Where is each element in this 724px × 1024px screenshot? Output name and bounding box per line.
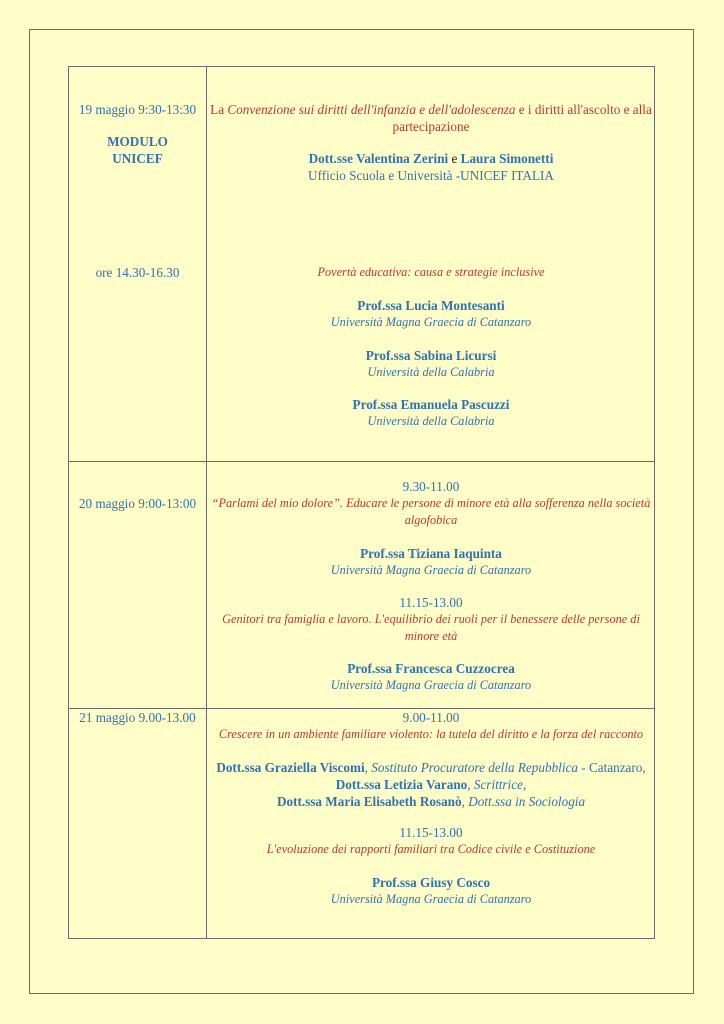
session-time: 11.15-13.00	[399, 595, 463, 610]
day1-date: 19 maggio 9:30-13:30	[78, 102, 197, 117]
session-title-cont: algofobica	[404, 513, 458, 527]
speaker-names: Dott.sse Valentina Zerini e Laura Simonetti	[308, 151, 554, 166]
module-label-line1: MODULO	[107, 134, 168, 149]
speaker-affiliation: Università Magna Graecia di Catanzaro	[330, 315, 532, 329]
session-title: L'evoluzione dei rapporti familiari tra Codice civile e Costituzione	[266, 842, 596, 856]
session-time: 11.15-13.00	[399, 825, 463, 840]
speaker-affiliation: Università Magna Graecia di Catanzaro	[330, 892, 532, 906]
afternoon-time: ore 14.30-16.30	[95, 265, 180, 280]
speaker-line: Dott.ssa Maria Elisabeth Rosanò, Dott.ssa in Sociologia	[276, 794, 586, 809]
program-table	[68, 66, 655, 939]
speaker-name: Prof.ssa Tiziana Iaquinta	[360, 546, 502, 561]
session-title: La Convenzione sui diritti dell'infanzia e dell'adolescenza e i diritti all'ascolto e alla	[210, 102, 652, 117]
session-title: “Parlami del mio dolore”. Educare le persone di minore età alla sofferenza nella società	[211, 496, 651, 510]
module-label-line2: UNICEF	[112, 151, 163, 166]
speaker-line: Dott.ssa Graziella Viscomi, Sostituto Procuratore della Repubblica - Catanzaro,	[216, 760, 646, 775]
speaker-name: Prof.ssa Emanuela Pascuzzi	[352, 397, 510, 412]
speaker-line: Dott.ssa Letizia Varano, Scrittrice,	[335, 777, 527, 792]
day2-date: 20 maggio 9:00-13:00	[78, 496, 197, 511]
session-title-cont: minore età	[404, 629, 458, 643]
session-title: Genitori tra famiglia e lavoro. L'equilibrio dei ruoli per il benessere delle persone di	[222, 612, 640, 626]
session-time: 9.00-11.00	[402, 710, 460, 725]
session-time: 9.30-11.00	[402, 479, 460, 494]
speaker-name: Prof.ssa Lucia Montesanti	[357, 298, 505, 313]
speaker-affiliation: Ufficio Scuola e Università -UNICEF ITALIA	[308, 168, 554, 183]
speaker-name: Prof.ssa Giusy Cosco	[371, 875, 491, 890]
day3-date: 21 maggio 9.00-13.00	[79, 710, 196, 725]
speaker-affiliation: Università della Calabria	[367, 365, 495, 379]
row-divider	[69, 461, 654, 462]
speaker-name: Prof.ssa Sabina Licursi	[365, 348, 497, 363]
speaker-affiliation: Università Magna Graecia di Catanzaro	[330, 563, 532, 577]
session-title: Crescere in un ambiente familiare violento: la tutela del diritto e la forza del racconto	[218, 727, 644, 741]
speaker-affiliation: Università della Calabria	[367, 414, 495, 428]
session-title-cont: partecipazione	[392, 119, 470, 134]
speaker-affiliation: Università Magna Graecia di Catanzaro	[330, 678, 532, 692]
session-title: Povertà educativa: causa e strategie inclusive	[317, 265, 545, 279]
speaker-name: Prof.ssa Francesca Cuzzocrea	[347, 661, 515, 676]
